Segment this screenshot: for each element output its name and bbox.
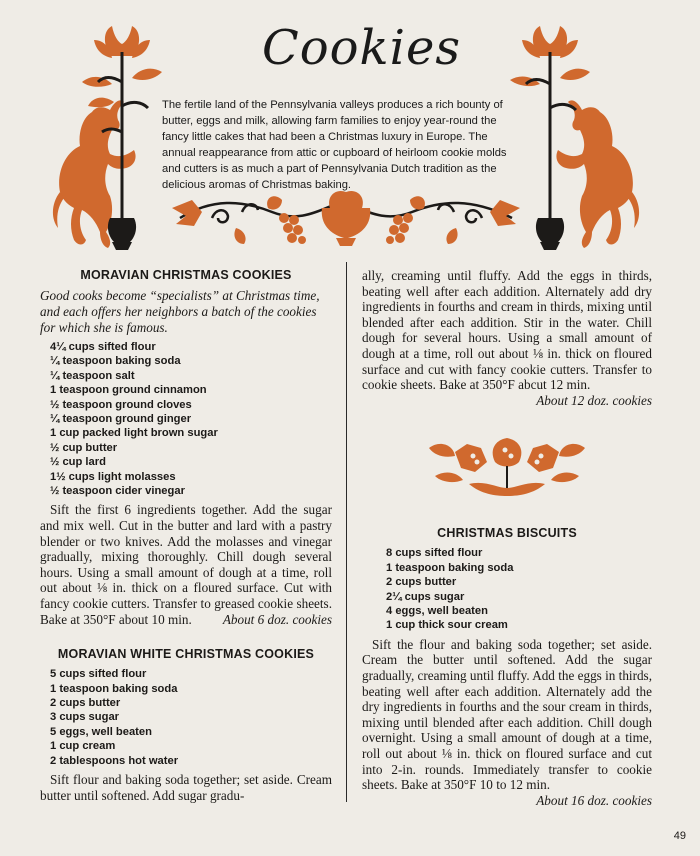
ingredient-item: 8 cups sifted flour [386,547,483,560]
vine-urn-grapes-ornament [172,178,520,254]
ingredient-item: 2 tablespoons hot water [50,754,179,767]
ingredient-list [40,340,332,498]
recipe-yield: About 12 doz. cookies [536,392,652,408]
ingredient-item: 2¼ cups sugar [386,590,465,603]
ingredient-item: ¼ teaspoon salt [50,369,135,382]
ingredient-item: ¼ teaspoon baking soda [50,355,181,368]
ingredient-item: 1 teaspoon baking soda [386,561,514,574]
ingredient-list [362,546,652,632]
intro-paragraph: The fertile land of the Pennsylvania valleys produces a rich bounty of butter, eggs and milk, allowing farm families to enjoy year-round the fancy little cakes that had been a Christmas luxury in Europe. The annual reappearance from attic or cupboard of heirloom cookie molds and cutters is as much a part of Pennsylvania Dutch tradition as the delicious aromas of Christmas baking. [162,99,507,192]
ingredient-item: 4 eggs, well beaten [386,604,488,617]
ingredient-item: 1 teaspoon baking soda [50,682,178,695]
left-folk-art-illustration [52,22,162,258]
ingredient-item: 2 cups butter [386,576,457,589]
ingredient-item: 1 cup thick sour cream [386,619,508,632]
right-folk-art-illustration [510,22,640,258]
ingredient-item: 1 cup cream [50,740,116,753]
ingredient-item: 5 eggs, well beaten [50,725,152,738]
recipe-title-christmas-biscuits: CHRISTMAS BISCUITS [437,526,577,541]
recipe-title-moravian-white-christmas-cookies: MORAVIAN WHITE CHRISTMAS COOKIES [57,647,315,662]
ingredient-item: ½ cup butter [50,441,118,454]
ingredient-item: 2 cups butter [50,697,121,710]
right-column [362,268,652,808]
recipe-title-moravian-christmas-cookies: MORAVIAN CHRISTMAS COOKIES [80,268,292,282]
ingredient-item: ½ cup lard [50,456,106,469]
ingredient-item: 1 teaspoon ground cinnamon [50,384,207,397]
ingredient-item: 1½ cups light molasses [50,470,176,483]
recipe-directions [40,502,332,627]
column-divider [346,262,347,802]
ingredient-list [40,667,332,768]
recipe-yield: About 6 doz. cookies [222,611,332,627]
page-number: 49 [673,830,686,842]
recipe-directions: Sift the flour and baking soda together; set aside. Cream the butter until softened. Add the sugar gradually, creaming until fluffy. Add the eggs in thirds, beating well after each addition. Alternately add the dry ingredients in fourths and the sour cream in thirds, mixing until blended after each addition. Chill dough overnight. Using a small amount of dough at a time, roll out about ⅛ in. thick on floured surface and cut into 2-in. rounds. Immediately transfer to cookie sheets. Bake at 350°F 10 to 12 min. [362,636,652,793]
page-title: Cookies [262,20,461,76]
recipe-directions-continued: ally, creaming until fluffy. Add the eggs in thirds, beating well after each addition. Alternately add dry ingredients in fourths and cream in thirds, mixing until blended after each addition. Stir in the water. Chill dough for several hours. Using a small amount of dough at a time, roll out about ⅛ in. thick on floured surface and cut with fancy cookie cutters. Transfer to cookie sheets. Bake at 350°F abcut 12 min. [362,268,652,393]
recipe-directions-text: Sift the first 6 ingredients together. Add the sugar and mix well. Cut in the butter and lard with a pastry blender or two knives. Add the molasses and vinegar gradually, mixing thoroughly. Chill dough several hours. Using a small amount of dough at a time, roll out about ⅛ in. thick on a floured surface. Cut with fancy cookie cutters. Transfer to greased cookie sheets. Bake at 350°F about 10 min. [40,502,332,627]
ingredient-item: 5 cups sifted flour [50,668,147,681]
ingredient-item: ½ teaspoon ground cloves [50,398,192,411]
ingredient-item: 3 cups sugar [50,711,120,724]
ingredient-item: 1 cup packed light brown sugar [50,427,218,440]
tulip-ornament [425,436,589,500]
left-column [40,268,332,803]
ingredient-item: ¼ teaspoon ground ginger [50,413,192,426]
recipe-yield: About 16 doz. cookies [536,792,652,808]
ingredient-item: 4¼ cups sifted flour [50,341,156,353]
recipe-directions: Sift flour and baking soda together; set aside. Cream butter until softened. Add sugar gradu- [40,772,332,803]
ingredient-item: ½ teaspoon cider vinegar [50,485,185,498]
recipe-lead-text: Good cooks become “specialists” at Christmas time, and each offers her neighbors a batch of the cookies for which she is famous. [40,288,320,335]
